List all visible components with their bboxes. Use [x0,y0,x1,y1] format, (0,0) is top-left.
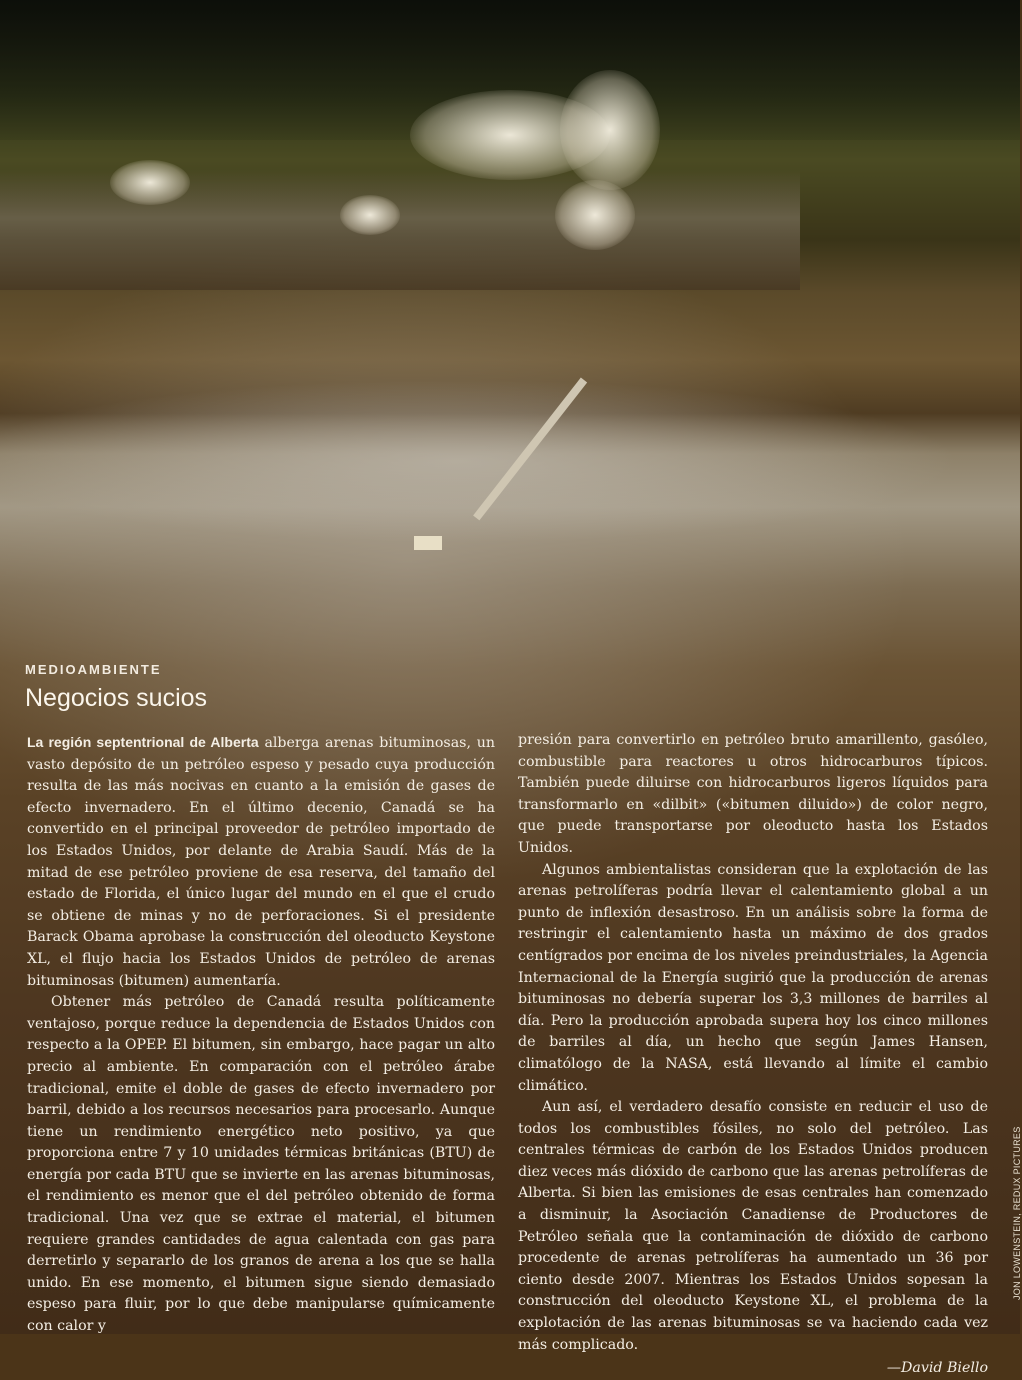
paragraph: Obtener más petróleo de Canadá resulta políticamente ventajoso, porque reduce la dependencia de Estados Unidos con respecto a la OPEP. El bitumen, sin embargo, hace pagar un alto precio al ambiente. En comparación con el petróleo árabe tradicional, emite el doble de gases de efecto invernadero por barril, debido a los recursos necesarios para procesarlo. Aunque tiene un rendimiento energético neto positivo, ya que proporciona entre 7 y 10 unidades térmicas británicas (BTU) de energía por cada BTU que se invierte en las arenas bituminosas, el rendimiento es menor que el del petróleo obtenido de forma tradicional. Una vez que se extrae el material, el bitumen requiere grandes cantidades de agua calentada con gas para derretirlo y separarlo de los granos de arena a los que se halla unido. En ese momento, el bitumen sigue siendo demasiado espeso para fluir, por lo que debe manipularse químicamente con calor y [27,994,495,1335]
smoke-plume [110,160,190,205]
smoke-plume [340,195,400,235]
lead-in: La región septentrional de Alberta [27,734,259,750]
byline: —David Biello [886,1360,988,1377]
article-column-right [518,730,988,1380]
smoke-plume [555,180,635,250]
paragraph-text: alberga arenas bituminosas, un vasto depósito de un petróleo espeso y pesado cuya producción resulta de las más nocivas en cuanto a la emisión de gases de efecto invernadero. En el último decenio, Canadá se ha convertido en el principal proveedor de petróleo importado de los Estados Unidos, por delante de Arabia Saudí. Más de la mitad de ese petróleo proviene de esa reserva, del tamaño del estado de Florida, el único lugar del mundo en el que el crudo se obtiene de minas y no de perforaciones. Si el presidente Barack Obama aprobase la construcción del oleoducto Keystone XL, el flujo hacia los Estados Unidos de petróleo de arenas bituminosas (bitumen) aumentaría. [27,735,495,989]
photo-credit: JON LOWENSTEIN, REDUX PICTURES [1012,1126,1022,1300]
article-column-left [27,732,495,1338]
paragraph [27,732,495,992]
paragraph: Algunos ambientalistas consideran que la explotación de las arenas petrolíferas podría llevar el calentamiento global a un punto de inflexión desastroso. En un análisis sobre la forma de restringir el calentamiento hasta un máximo de dos grados centígrados por encima de los niveles preindustriales, la Agencia Internacional de la Energía sugirió que la producción de arenas bituminosas no debería superar los 3,3 millones de barriles al día. Pero la producción aprobada supera hoy los cinco millones de barriles al día, un hecho que según James Hansen, climatólogo de la NASA, está llevando al límite el cambio climático. [518,861,988,1094]
article-title: Negocios sucios [25,684,208,712]
smoke-plume [560,70,660,190]
section-label: MEDIOAMBIENTE [25,662,162,677]
paragraph: Aun así, el verdadero desafío consiste en reducir el uso de todos los combustibles fósiles, no solo del petróleo. Las centrales térmicas de carbón de los Estados Unidos producen diez veces más dióxido de carbono que las arenas petrolíferas de Alberta. Si bien las emisiones de esas centrales han comenzado a disminuir, la Asociación Canadiense de Productores de Petróleo señala que la contaminación de dióxido de carbono procedente de arenas petrolíferas ha aumentado un 36 por ciento desde 2007. Mientras los Estados Unidos sopesan la construcción del oleoducto Keystone XL, el problema de la explotación de las arenas bituminosas se va haciendo cada vez más complicado. [518,1099,988,1353]
photo-pump-barge [414,536,442,550]
paragraph: presión para convertirlo en petróleo bruto amarillento, gasóleo, combustible para reactores u otros hidrocarburos típicos. También puede diluirse con hidrocarburos ligeros líquidos para transformarlo en «dilbit» («bitumen diluido») de color negro, que puede transportarse por oleoducto hasta los Estados Unidos. [518,732,988,856]
